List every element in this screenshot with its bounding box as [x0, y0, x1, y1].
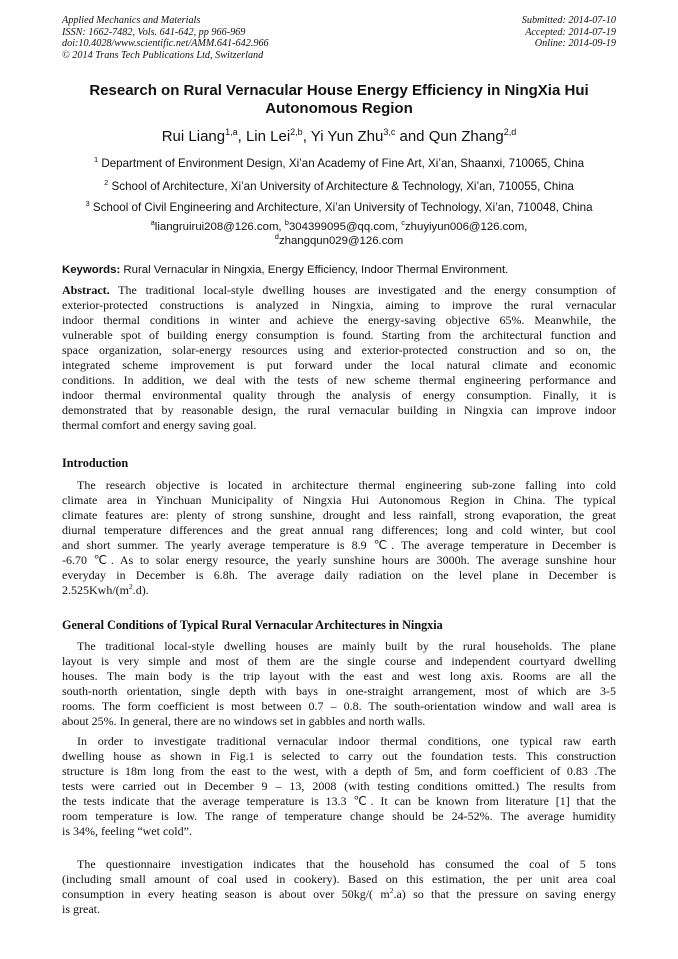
affil-text: School of Architecture, Xi’an University of Architecture & Technology, Xi’an, 710055, China	[108, 180, 574, 193]
body-line: dwelling house as shown in Fig.1 is selected to carry out the foundation tests. This construction	[62, 749, 616, 764]
body-line: south-north orientation, single depth with bays in one-straight arrangement, most of which are 3-5	[62, 684, 616, 699]
title-line-2: Autonomous Region	[265, 100, 413, 117]
affiliation-2	[62, 180, 616, 194]
body-line: climate features are: plenty of strong sunshine, drought and less rainfall, strong evaporation, the great	[62, 508, 616, 523]
email-address: zhuyiyun006@126.com,	[404, 221, 528, 233]
body-line: The research objective is located in architecture thermal engineering sub-zone falling into cold	[77, 478, 616, 492]
abstract-line: conditions. In addition, we deal with the tests of new scheme thermal engineering performance and	[62, 373, 616, 388]
abstract-line: thermal comfort and energy saving goal.	[62, 418, 257, 433]
abstract-line: exterior-protected constructions is analyzed in Ningxia, aiming to improve the rural vernacular	[62, 298, 616, 313]
body-line: $2.525Kwh/(m^2.d)$.	[62, 582, 149, 598]
abstract-line: space organization, solar-energy resources using and exterior-protected construction and so on, the	[62, 343, 616, 358]
issn-line: ISSN: 1662-7482, Vols. 641-642, pp 966-969	[62, 26, 246, 38]
affil-text: School of Civil Engineering and Architecture, Xi’an University of Technology, Xi’an, 710048, China	[89, 201, 593, 214]
body-line: about 25%. In general, there are no windows set in gabbles and north walls.	[62, 714, 426, 729]
body-line: The questionnaire investigation indicates that the household has consumed the coal of 5 tons	[77, 857, 616, 871]
abstract-line: demonstrated that by reasonable design, the rural vernacular building in Ningxia can improve indoor	[62, 403, 616, 418]
abstract-line: indoor thermal conditions in winter and achieve the energy-saving objective 65%. Meanwhile, the	[62, 313, 616, 328]
email-list	[62, 220, 616, 248]
body-line: the tests indicate that the average temperature is 13.3 ℃. It can be known from literature [1] that the	[62, 794, 616, 809]
body-line: tests were carried out in December 9 – 13, 2008 (with testing conditions omitted.) The results from	[62, 779, 616, 794]
author-affil-mark: 3,c	[383, 127, 396, 137]
email-mark: b	[284, 218, 289, 227]
body-line: is great.	[62, 902, 100, 917]
affil-number: 2	[104, 178, 109, 187]
copyright-line: © 2014 Trans Tech Publications Ltd, Switzerland	[62, 49, 264, 61]
affiliation-3	[62, 201, 616, 215]
affil-number: 1	[93, 155, 99, 164]
abstract-label: Abstract.	[62, 283, 110, 297]
section-heading-introduction: Introduction	[62, 456, 129, 470]
author-affil-mark: 2,d	[503, 127, 517, 137]
body-line: structure is 18m long from the east to the west, with a depth of 5m, and form coefficient of 0.83 .The	[62, 764, 616, 779]
body-line: consumption in every heating season is about over 50kg/( $m^2.a$) so that the pressure on saving energy	[62, 886, 616, 902]
abstract	[62, 283, 616, 433]
journal-info	[62, 15, 269, 61]
author-affil-mark: 2,b	[290, 127, 303, 137]
body-line: -6.70 ℃. As to solar energy resource, the yearly sunshine hours are 3000h. The average sunshine hour	[62, 553, 616, 568]
body-line: rooms. The form coefficient is most between 0.7 – 0.8. The south-orientation window and wall area is	[62, 699, 616, 714]
journal-name: Applied Mechanics and Materials	[62, 15, 201, 26]
body-line: The traditional local-style dwelling houses are mainly built by the rural households. The plane	[77, 639, 616, 653]
general-paragraph-1	[62, 639, 616, 729]
body-line: room temperature is low. The range of temperature change should be 24-52%. The average humidity	[62, 809, 616, 824]
keywords-label: Keywords:	[62, 264, 121, 276]
email-mark: d	[274, 232, 279, 241]
body-line: and short summer. The yearly average temperature is 8.9 ℃. The average temperature in December is	[62, 538, 616, 553]
body-line: diurnal temperature differences and the great annual rang differences; long and cold winter, but cool	[62, 523, 616, 538]
body-line: (including small amount of coal used in cookery). Based on this estimation, the per unit area coal	[62, 872, 616, 887]
abstract-line: integrated scheme improvement is put forward under the local natural climate and economic	[62, 358, 616, 373]
section-heading-general-conditions: General Conditions of Typical Rural Vernacular Architectures in Ningxia	[62, 618, 443, 632]
introduction-paragraph	[62, 478, 616, 598]
author-name: , Lin Lei	[237, 128, 291, 145]
author-affil-mark: 1,a	[225, 127, 238, 137]
body-line: climate area in Yinchuan Municipality of Ningxia Hui Autonomous Region in China. The typical	[62, 493, 616, 508]
email-address: zhangqun029@126.com	[278, 235, 404, 247]
general-paragraph-2	[62, 734, 616, 839]
keywords-text: Rural Vernacular in Ningxia, Energy Efficiency, Indoor Thermal Environment.	[120, 264, 509, 276]
email-mark: a	[150, 218, 155, 227]
body-line: layout is very simple and most of them are the single course and independent courtyard dwelling	[62, 654, 616, 669]
body-line: everyday in December is 6.8h. The average daily radiation on the level plane in December is	[62, 568, 616, 583]
author-name: and Qun Zhang	[395, 128, 504, 145]
body-line: is 34%, feeling “wet cold”.	[62, 824, 192, 839]
online-date: Online: 2014-09-19	[534, 38, 616, 49]
body-line: In order to investigate traditional vernacular indoor thermal conditions, one typical raw earth	[77, 734, 616, 748]
affil-text: Department of Environment Design, Xi’an Academy of Fine Art, Xi’an, Shaanxi, 710065, China	[98, 157, 585, 170]
body-line: houses. The main body is the trip layout with the east and west long axis. Rooms are all the	[62, 669, 616, 684]
doi-line: doi:10.4028/www.scientific.net/AMM.641-642.966	[62, 38, 269, 49]
title-line-1: Research on Rural Vernacular House Energy Efficiency in NingXia Hui	[89, 82, 589, 99]
email-mark: c	[401, 218, 405, 227]
author-name: , Yi Yun Zhu	[302, 128, 384, 145]
paper-title	[62, 82, 616, 118]
abstract-line: Abstract. The traditional local-style dwelling houses are investigated and the energy consumption of	[62, 283, 616, 297]
dates-info	[522, 15, 616, 50]
submitted-date: Submitted: 2014-07-10	[521, 15, 616, 26]
email-address: 304399095@qq.com,	[288, 221, 402, 233]
affiliation-1	[62, 157, 616, 171]
abstract-line: indoor thermal environmental quality through the analysis of energy consumption. Finally, it is	[62, 388, 616, 403]
general-paragraph-3	[62, 857, 616, 917]
author-name: Rui Liang	[161, 128, 226, 145]
accepted-date: Accepted: 2014-07-19	[525, 26, 616, 38]
author-list	[62, 128, 616, 146]
email-address: liangruirui208@126.com,	[154, 221, 285, 233]
keywords	[62, 263, 616, 277]
affil-number: 3	[85, 199, 90, 208]
abstract-line: vulnerable spot of building energy consumption is found. Starting from the architectural function and	[62, 328, 616, 343]
